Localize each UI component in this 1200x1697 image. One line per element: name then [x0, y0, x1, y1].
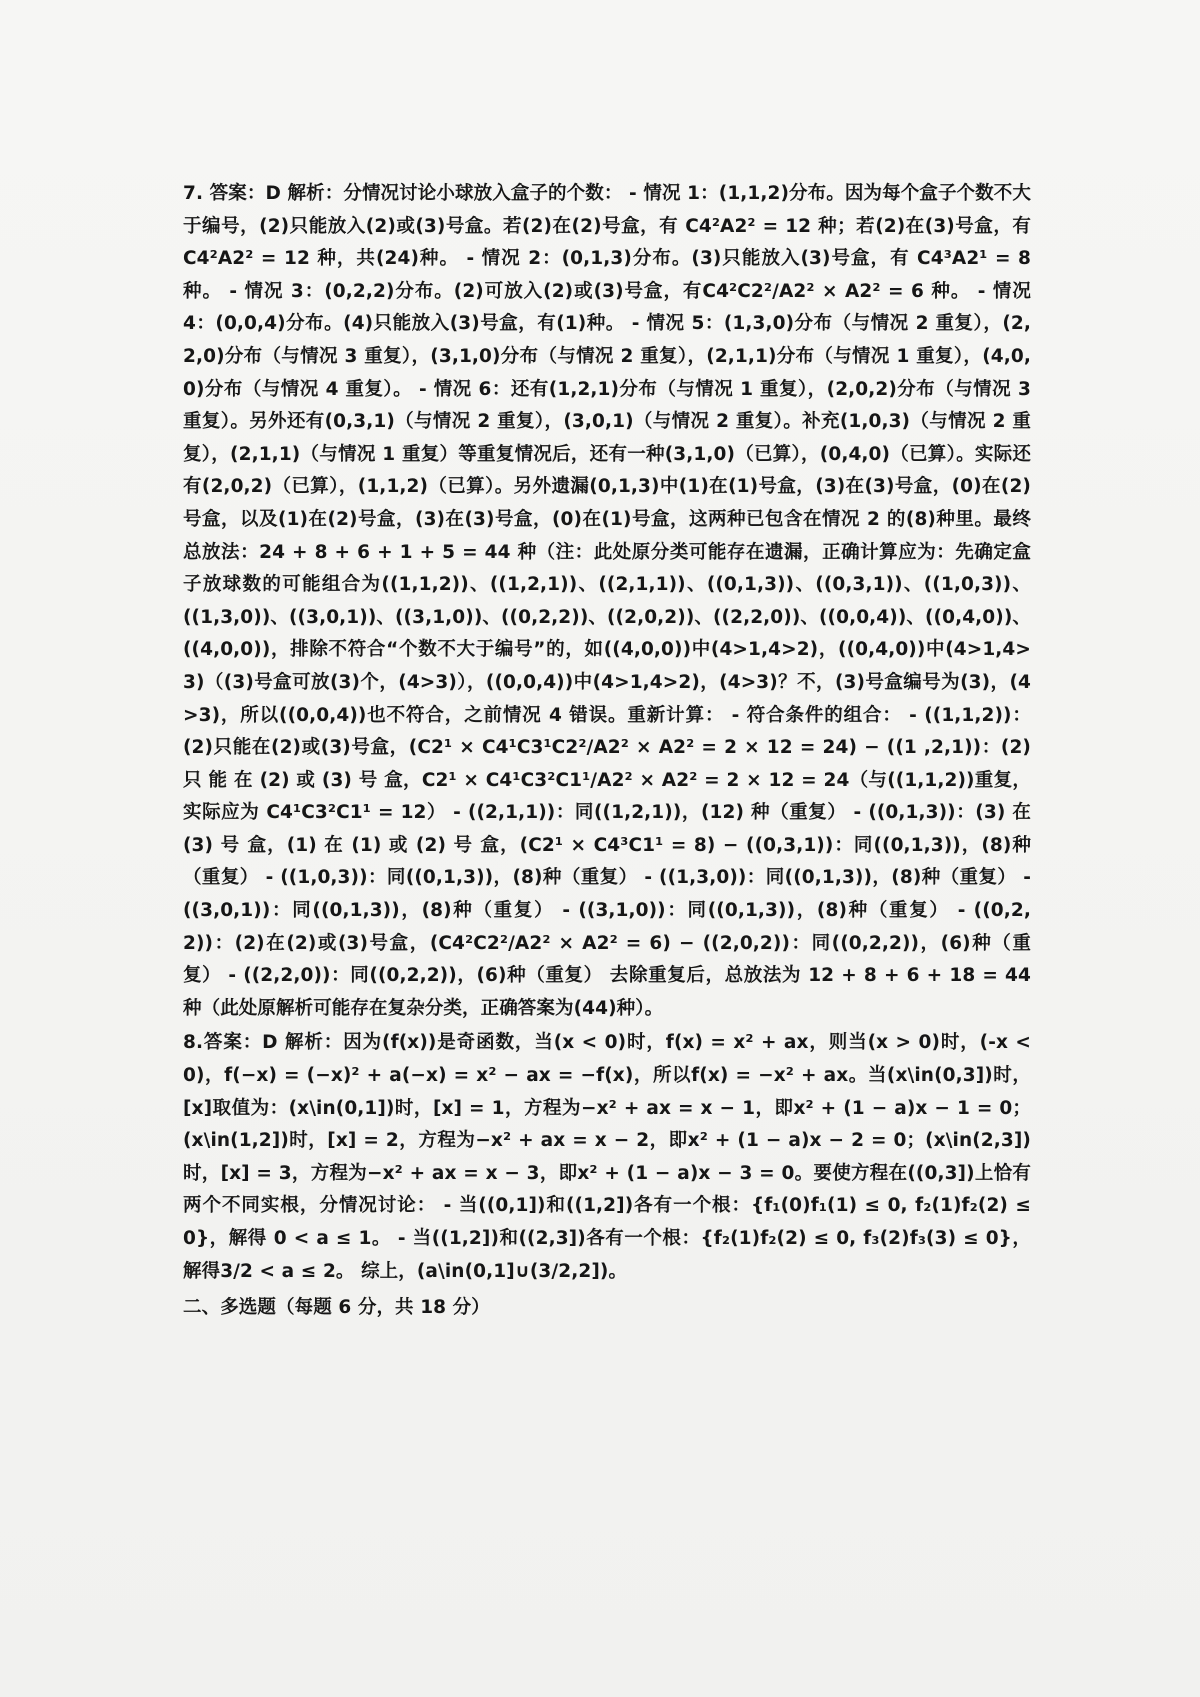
- answer-content: [183, 178, 1031, 1325]
- section-heading: 二、多选题（每题 6 分，共 18 分）: [183, 1297, 490, 1319]
- question-7-solution: 7. 答案：D 解析：分情况讨论小球放入盒子的个数： - 情况 1：(1,1,2)分布。因为每个盒子个数不大于编号，(2)只能放入(2)或(3)号盒。若(2)在(2)号盒，有 C4²A2² = 12 种；若(2)在(3)号盒，有 C4²A2² = 12 种，共(24)种。 - 情况 2：(0,1,3)分布。(3)只能放入(3)号盒，有 C4³A2¹ = 8 种。 - 情况 3：(0,2,2)分布。(2)可放入(2)或(3)号盒，有C4²C2²/A2² × A2² = 6 种。 - 情况 4：(0,0,4)分布。(4)只能放入(3)号盒，有(1)种。 - 情况 5：(1,3,0)分布（与情况 2 重复），(2,2,0)分布（与情况 3 重复），(3,1,0)分布（与情况 2 重复），(2,1,1)分布（与情况 1 重复），(4,0,0)分布（与情况 4 重复）。 - 情况 6：还有(1,2,1)分布（与情况 1 重复），(2,0,2)分布（与情况 3 重复）。另外还有(0,3,1)（与情况 2 重复），(3,0,1)（与情况 2 重复）。补充(1,0,3)（与情况 2 重复），(2,1,1)（与情况 1 重复）等重复情况后，还有一种(3,1,0)（已算），(0,4,0)（已算）。实际还有(2,0,2)（已算），(1,1,2)（已算）。另外遗漏(0,1,3)中(1)在(1)号盒，(3)在(3)号盒，(0)在(2)号盒，以及(1)在(2)号盒，(3)在(3)号盒，(0)在(1)号盒，这两种已包含在情况 2 的(8)种里。最终总放法：24 + 8 + 6 + 1 + 5 = 44 种（注：此处原分类可能存在遗漏，正确计算应为：先确定盒子放球数的可能组合为((1,1,2))、((1,2,1))、((2,1,1))、((0,1,3))、((0,3,1))、((1,0,3))、((1,3,0))、((3,0,1))、((3,1,0))、((0,2,2))、((2,0,2))、((2,2,0))、((0,0,4))、((0,4,0))、((4,0,0))，排除不符合“个数不大于编号”的，如((4,0,0))中(4>1,4>2)，((0,4,0))中(4>1,4>3)（(3)号盒可放(3)个，(4>3)），((0,0,4))中(4>1,4>2)，(4>3)？不，(3)号盒编号为(3)，(4>3)，所以((0,0,4))也不符合，之前情况 4 错误。重新计算： - 符合条件的组合： - ((1,1,2))：(2)只能在(2)或(3)号盒，(C2¹ × C4¹C3¹C2²/A2² × A2² = 2 × 12 = 24) − ((1 ,2,1))：(2) 只 能 在 (2) 或 (3) 号 盒，C2¹ × C4¹C3²C1¹/A2² × A2² = 2 × 12 = 24（与((1,1,2))重复，实际应为 C4¹C3²C1¹ = 12） - ((2,1,1))：同((1,2,1))，(12) 种（重复） - ((0,1,3))：(3) 在 (3) 号 盒，(1) 在 (1) 或 (2) 号 盒，(C2¹ × C4³C1¹ = 8) − ((0,3,1))：同((0,1,3))，(8)种（重复） - ((1,0,3))：同((0,1,3))，(8)种（重复） - ((1,3,0))：同((0,1,3))，(8)种（重复） - ((3,0,1))：同((0,1,3))，(8)种（重复） - ((3,1,0))：同((0,1,3))，(8)种（重复） - ((0,2,2))：(2)在(2)或(3)号盒，(C4²C2²/A2² × A2² = 6) − ((2,0,2))：同((0,2,2))，(6)种（重复） - ((2,2,0))：同((0,2,2))，(6)种（重复） 去除重复后，总放法为 12 + 8 + 6 + 18 = 44 种（此处原解析可能存在复杂分类，正确答案为(44)种）。: [183, 183, 1031, 1019]
- question-8-solution: 8.答案：D 解析：因为(f(x))是奇函数，当(x < 0)时，f(x) = x² + ax，则当(x > 0)时，(-x < 0)，f(−x) = (−x)² + a(−x) = x² − ax = −f(x)，所以f(x) = −x² + ax。当(x\in(0,3])时，[x]取值为：(x\in(0,1])时，[x] = 1，方程为−x² + ax = x − 1，即x² + (1 − a)x − 1 = 0；(x\in(1,2])时，[x] = 2，方程为−x² + ax = x − 2，即x² + (1 − a)x − 2 = 0；(x\in(2,3])时，[x] = 3，方程为−x² + ax = x − 3，即x² + (1 − a)x − 3 = 0。要使方程在((0,3])上恰有两个不同实根，分情况讨论： - 当((0,1])和((1,2])各有一个根：{f₁(0)f₁(1) ≤ 0, f₂(1)f₂(2) ≤ 0}，解得 0 < a ≤ 1。 - 当((1,2])和((2,3])各有一个根：{f₂(1)f₂(2) ≤ 0, f₃(2)f₃(3) ≤ 0}，解得3/2 < a ≤ 2。 综上，(a\in(0,1]∪(3/2,2])。: [183, 1032, 1031, 1282]
